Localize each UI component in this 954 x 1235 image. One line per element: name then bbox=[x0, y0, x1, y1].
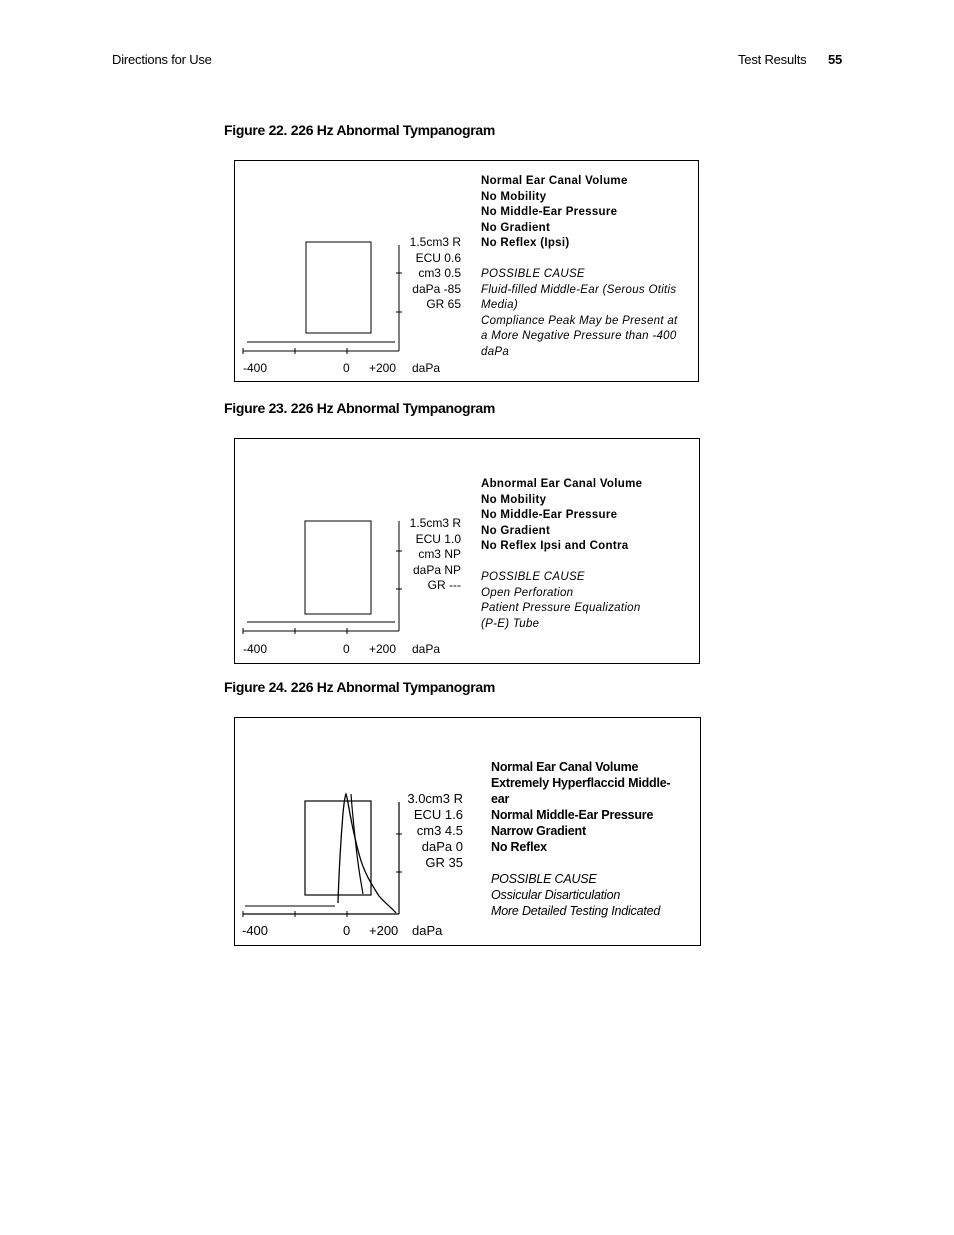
x-axis-unit: daPa bbox=[412, 361, 441, 375]
cause-item: Open Perforation bbox=[481, 586, 574, 599]
figure-24-caption: Figure 24. 226 Hz Abnormal Tympanogram bbox=[224, 679, 495, 695]
value-volume: 1.5cm3 R bbox=[409, 235, 461, 249]
finding-item: ear bbox=[491, 792, 510, 806]
value-gradient: GR --- bbox=[427, 578, 461, 592]
value-compliance: cm3 NP bbox=[418, 547, 461, 561]
possible-cause-heading: POSSIBLE CAUSE bbox=[491, 872, 597, 886]
finding-item: No Reflex Ipsi and Contra bbox=[481, 540, 629, 552]
value-volume: 1.5cm3 R bbox=[409, 516, 461, 530]
measurement-values bbox=[410, 516, 461, 594]
x-tick-label-min: -400 bbox=[242, 923, 269, 938]
value-gradient: GR 35 bbox=[425, 855, 463, 870]
cause-item: a More Negative Pressure than -400 bbox=[481, 330, 677, 342]
cause-item: daPa bbox=[481, 345, 510, 358]
possible-cause-heading: POSSIBLE CAUSE bbox=[481, 268, 585, 280]
x-tick-label-zero: 0 bbox=[343, 642, 350, 656]
finding-item: No Mobility bbox=[481, 190, 547, 203]
x-tick-label-max: +200 bbox=[369, 361, 397, 375]
figure-24-panel bbox=[234, 717, 701, 946]
cause-item: Patient Pressure Equalization bbox=[481, 602, 641, 614]
value-pressure: daPa -85 bbox=[412, 281, 461, 296]
x-tick-label-zero: 0 bbox=[343, 923, 351, 938]
measurement-values bbox=[410, 235, 461, 313]
cause-item: Fluid-filled Middle-Ear (Serous Otitis bbox=[481, 283, 677, 296]
value-ecu: ECU 1.0 bbox=[415, 531, 461, 546]
finding-item: No Reflex bbox=[491, 840, 547, 854]
value-gradient: GR 65 bbox=[426, 297, 461, 311]
value-pressure: daPa 0 bbox=[421, 839, 463, 854]
possible-cause-heading: POSSIBLE CAUSE bbox=[481, 571, 585, 583]
finding-item: Extremely Hyperflaccid Middle- bbox=[491, 776, 671, 790]
value-ecu: ECU 1.6 bbox=[413, 807, 463, 822]
cause-item: Media) bbox=[481, 299, 518, 311]
value-compliance: cm3 4.5 bbox=[416, 823, 463, 838]
page-number: 55 bbox=[828, 52, 843, 67]
x-tick-label-min: -400 bbox=[243, 361, 268, 375]
findings-description bbox=[481, 477, 697, 632]
cause-item: (P-E) Tube bbox=[481, 617, 540, 630]
measurement-values bbox=[407, 791, 463, 871]
x-tick-label-min: -400 bbox=[243, 642, 268, 656]
cause-item: More Detailed Testing Indicated bbox=[491, 904, 661, 918]
running-header-section: Test Results bbox=[738, 52, 807, 67]
tympanogram-box bbox=[305, 521, 371, 614]
tympanogram-box bbox=[306, 242, 371, 333]
figure-22-caption: Figure 22. 226 Hz Abnormal Tympanogram bbox=[224, 122, 495, 138]
figure-22-panel bbox=[234, 160, 699, 382]
finding-item: No Gradient bbox=[481, 221, 551, 234]
finding-item: Narrow Gradient bbox=[491, 824, 586, 838]
finding-item: No Middle-Ear Pressure bbox=[481, 206, 618, 218]
value-volume: 3.0cm3 R bbox=[407, 791, 463, 806]
x-tick-label-max: +200 bbox=[369, 923, 399, 938]
finding-item: No Gradient bbox=[481, 524, 551, 537]
finding-item: No Reflex (Ipsi) bbox=[481, 237, 570, 249]
figure-23-caption: Figure 23. 226 Hz Abnormal Tympanogram bbox=[224, 400, 495, 416]
finding-item: No Middle-Ear Pressure bbox=[481, 509, 618, 521]
findings-description bbox=[491, 759, 696, 919]
finding-item: Normal Ear Canal Volume bbox=[491, 760, 639, 774]
x-axis-unit: daPa bbox=[412, 642, 441, 656]
finding-item: Abnormal Ear Canal Volume bbox=[481, 478, 643, 490]
value-compliance: cm3 0.5 bbox=[418, 266, 461, 280]
running-header-title: Directions for Use bbox=[112, 52, 212, 67]
x-axis-unit: daPa bbox=[412, 923, 443, 938]
figure-23-panel bbox=[234, 438, 700, 664]
finding-item: No Mobility bbox=[481, 493, 547, 506]
cause-item: Ossicular Disarticulation bbox=[491, 888, 621, 902]
x-tick-label-zero: 0 bbox=[343, 361, 350, 375]
cause-item: Compliance Peak May be Present at bbox=[481, 314, 678, 327]
x-tick-label-max: +200 bbox=[369, 642, 397, 656]
finding-item: Normal Ear Canal Volume bbox=[481, 175, 628, 187]
value-pressure: daPa NP bbox=[412, 562, 461, 577]
finding-item: Normal Middle-Ear Pressure bbox=[491, 808, 654, 822]
value-ecu: ECU 0.6 bbox=[415, 250, 461, 265]
findings-description bbox=[481, 174, 696, 360]
